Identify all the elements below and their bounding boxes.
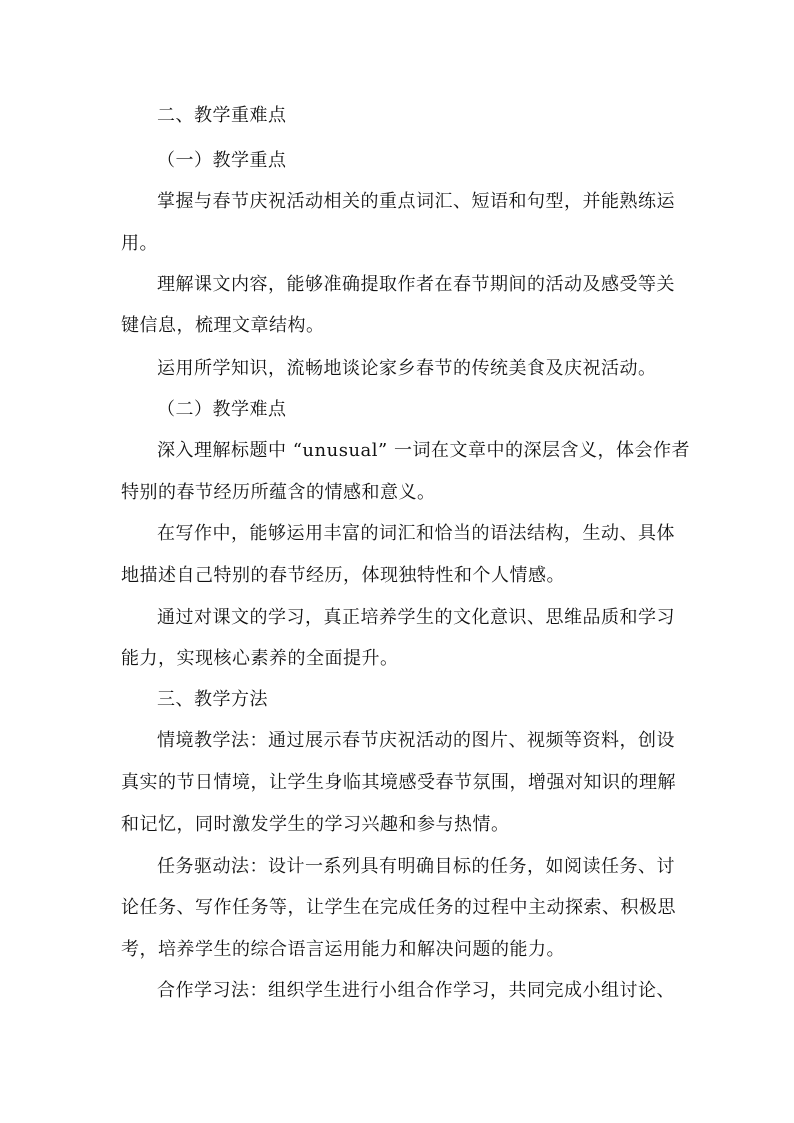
paragraph-line: 运用所学知识，流畅地谈论家乡春节的传统美食及庆祝活动。 [157, 358, 657, 379]
paragraph-line: 和记忆，同时激发学生的学习兴趣和参与热情。 [121, 814, 510, 835]
paragraph-line: 真实的节日情境，让学生身临其境感受春节氛围，增强对知识的理解 [121, 772, 676, 793]
subsection-heading-key-points: （一）教学重点 [157, 150, 287, 171]
paragraph-line: 考，培养学生的综合语言运用能力和解决问题的能力。 [121, 939, 565, 960]
paragraph-line: 用。 [121, 233, 158, 254]
paragraph-line: 能力，实现核心素养的全面提升。 [121, 648, 399, 669]
paragraph-line: 论任务、写作任务等，让学生在完成任务的过程中主动探索、积极思 [121, 897, 676, 918]
section-heading-methods: 三、教学方法 [157, 689, 268, 710]
paragraph-line: 特别的春节经历所蕴含的情感和意义。 [121, 482, 436, 503]
paragraph-line: 合作学习法：组织学生进行小组合作学习，共同完成小组讨论、 [157, 980, 675, 1001]
paragraph-line: 情境教学法：通过展示春节庆祝活动的图片、视频等资料，创设 [157, 730, 675, 751]
paragraph-line: 键信息，梳理文章结构。 [121, 315, 325, 336]
paragraph-line: 在写作中，能够运用丰富的词汇和恰当的语法结构，生动、具体 [157, 523, 675, 544]
paragraph-line: 掌握与春节庆祝活动相关的重点词汇、短语和句型，并能熟练运 [157, 191, 675, 212]
paragraph-line: 深入理解标题中 “unusual” 一词在文章中的深层含义，体会作者 [157, 440, 690, 461]
section-heading-difficulties: 二、教学重难点 [157, 105, 287, 126]
paragraph-line: 通过对课文的学习，真正培养学生的文化意识、思维品质和学习 [157, 607, 675, 628]
paragraph-line: 地描述自己特别的春节经历，体现独特性和个人情感。 [121, 565, 565, 586]
subsection-heading-difficulties: （二）教学难点 [157, 399, 287, 420]
paragraph-line: 任务驱动法：设计一系列具有明确目标的任务，如阅读任务、讨 [157, 856, 675, 877]
paragraph-line: 理解课文内容，能够准确提取作者在春节期间的活动及感受等关 [157, 274, 675, 295]
